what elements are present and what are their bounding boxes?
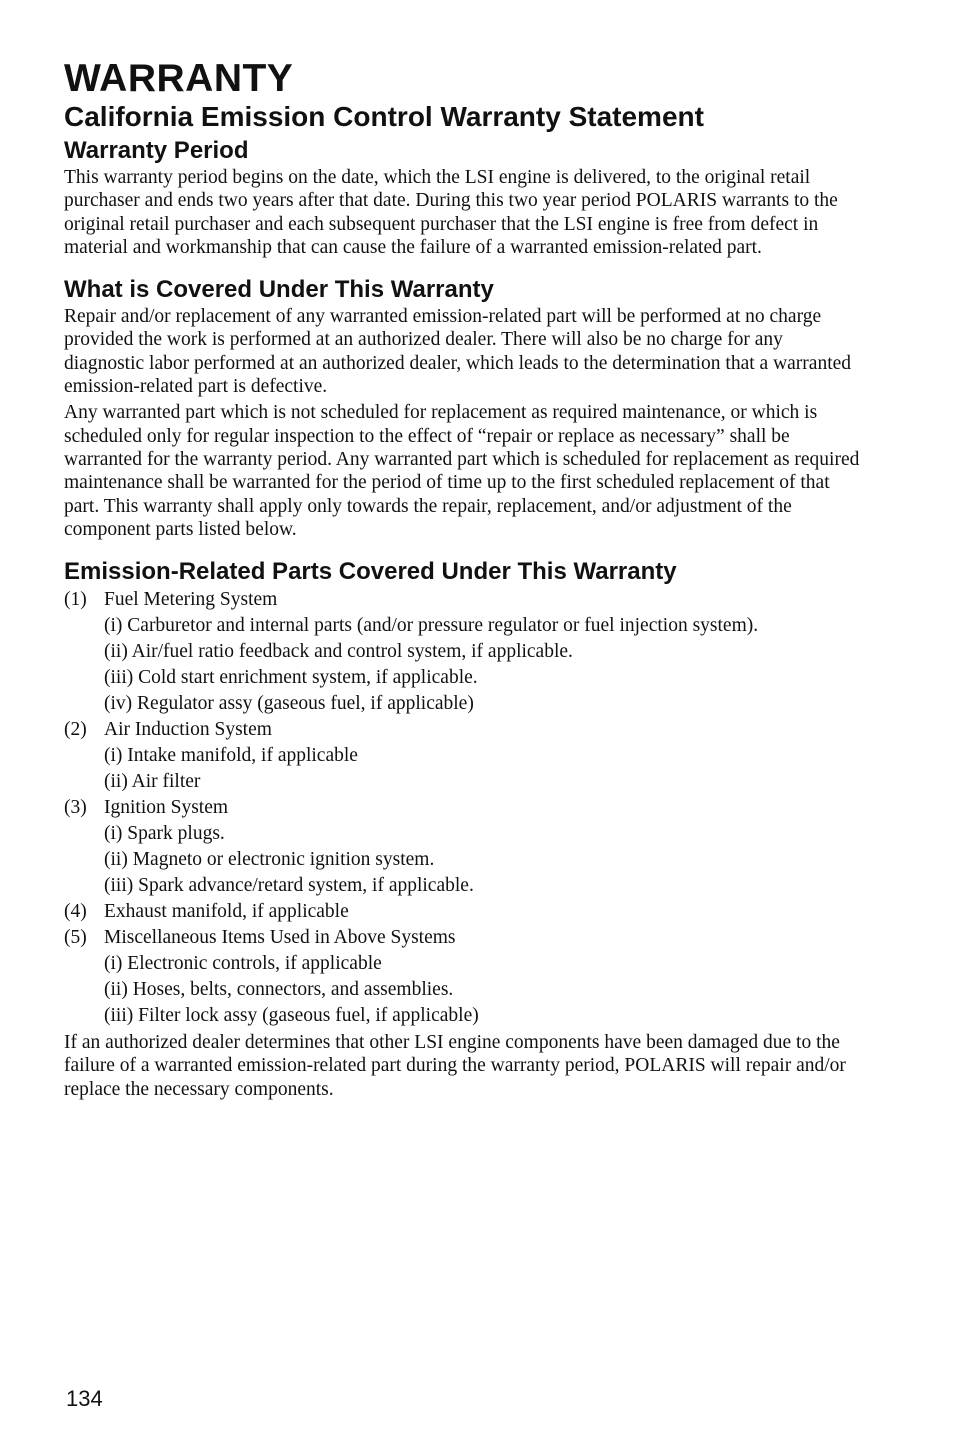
closing-paragraph: If an authorized dealer determines that other LSI engine components have been damaged due to the failure of a warranted emission-related part during the warranty period, POLARIS will repair and/or replace the necessary components. xyxy=(64,1032,846,1100)
list-subitem: (i) Carburetor and internal parts (and/or pressure regulator or fuel injection system). xyxy=(104,615,759,637)
list-item xyxy=(64,925,864,1029)
list-subitem: (ii) Magneto or electronic ignition system. xyxy=(104,849,435,871)
coverage-heading: What is Covered Under This Warranty xyxy=(64,276,494,304)
list-item-label: Ignition System xyxy=(104,797,229,819)
list-subitem: (i) Electronic controls, if applicable xyxy=(104,953,382,975)
list-item-number: (1) xyxy=(64,589,87,611)
list-item-row xyxy=(64,795,864,821)
list-item-number: (3) xyxy=(64,797,87,819)
list-item-row xyxy=(64,587,864,613)
page-title: WARRANTY xyxy=(64,57,294,100)
warranty-period-paragraph: This warranty period begins on the date, which the LSI engine is delivered, to the original retail purchaser and ends two years after that date. During this two year period POLARIS warrants to the original retail purchaser and each subsequent purchaser that the LSI engine is free from defect in material and workmanship that can cause the failure of a warranted emission-related part. xyxy=(64,167,838,258)
list-item xyxy=(64,795,864,899)
list-subitem: (ii) Air filter xyxy=(104,771,201,793)
list-item-number: (2) xyxy=(64,719,87,741)
page-subtitle: California Emission Control Warranty Statement xyxy=(64,101,704,132)
list-item-number: (5) xyxy=(64,927,87,949)
parts-list xyxy=(64,587,864,1029)
list-subitem: (iv) Regulator assy (gaseous fuel, if applicable) xyxy=(104,693,474,715)
list-item xyxy=(64,899,864,925)
list-subitem: (iii) Spark advance/retard system, if applicable. xyxy=(104,875,474,897)
list-subitem: (iii) Filter lock assy (gaseous fuel, if applicable) xyxy=(104,1005,479,1027)
list-item-label: Fuel Metering System xyxy=(104,589,278,611)
list-item-label: Miscellaneous Items Used in Above Systems xyxy=(104,927,456,949)
coverage-paragraph-2: Any warranted part which is not scheduled for replacement as required maintenance, or which is scheduled only for regular inspection to the effect of “repair or replace as necessary” shall be warranted for the warranty period. Any warranted part which is scheduled for replacement as required maintenance shall be warranted for the period of time up to the first scheduled replacement of that part. This warranty shall apply only towards the repair, replacement, and/or adjustment of the component parts listed below. xyxy=(64,402,860,540)
list-item-label: Air Induction System xyxy=(104,719,272,741)
list-subitem: (i) Spark plugs. xyxy=(104,823,225,845)
parts-heading: Emission-Related Parts Covered Under This Warranty xyxy=(64,558,677,586)
warranty-period-heading: Warranty Period xyxy=(64,137,249,164)
list-subitem: (iii) Cold start enrichment system, if applicable. xyxy=(104,667,478,689)
list-subitem: (ii) Air/fuel ratio feedback and control system, if applicable. xyxy=(104,641,573,663)
list-subitem: (ii) Hoses, belts, connectors, and assemblies. xyxy=(104,979,454,1001)
list-item-number: (4) xyxy=(64,901,87,923)
coverage-paragraph-1: Repair and/or replacement of any warranted emission-related part will be performed at no charge provided the work is performed at an authorized dealer. There will also be no charge for any diagnostic labor performed at an authorized dealer, which leads to the determination that a warranted emission-related part is defective. xyxy=(64,306,852,398)
list-item xyxy=(64,717,864,795)
document-page xyxy=(64,58,864,1101)
list-item xyxy=(64,587,864,717)
list-item-row xyxy=(64,899,864,925)
list-subitem: (i) Intake manifold, if applicable xyxy=(104,745,358,767)
page-number: 134 xyxy=(66,1386,103,1411)
list-item-label: Exhaust manifold, if applicable xyxy=(104,901,349,923)
list-item-row xyxy=(64,925,864,951)
list-item-row xyxy=(64,717,864,743)
